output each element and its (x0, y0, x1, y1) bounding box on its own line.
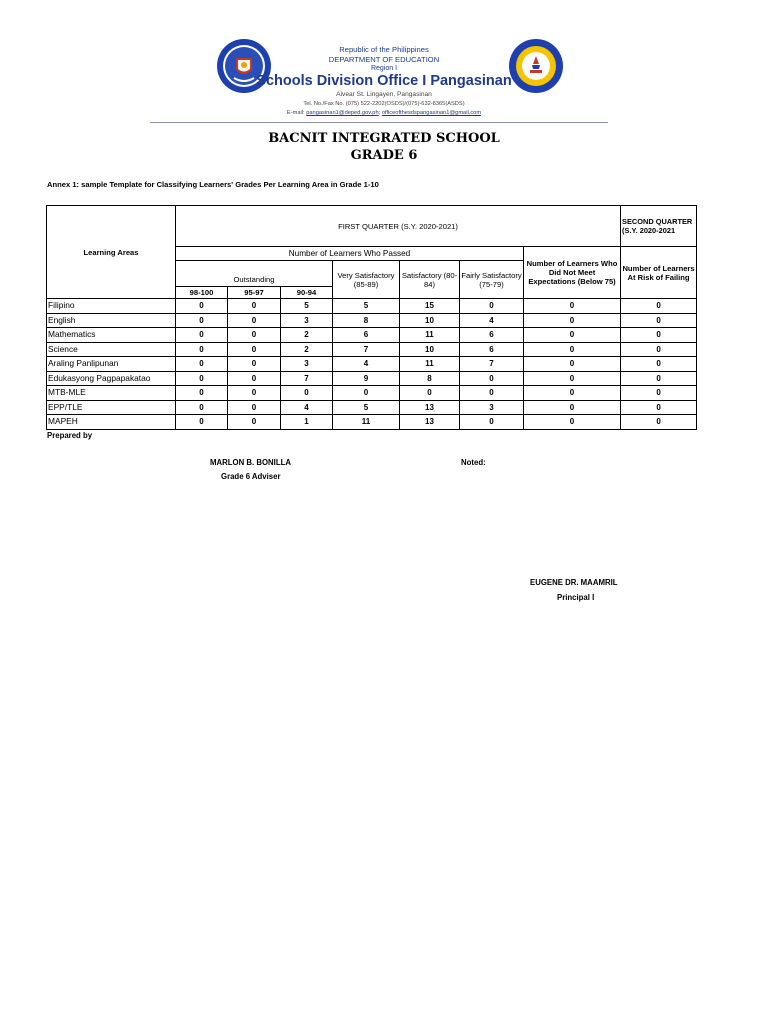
email-link-1[interactable]: pangasinan1@deped.gov.ph (306, 110, 379, 116)
second-quarter-header: SECOND QUARTER (S.Y. 2020-2021 (621, 206, 697, 247)
value-cell: 0 (621, 299, 697, 314)
value-cell: 0 (228, 342, 281, 357)
learning-area-cell: EPP/TLE (47, 400, 176, 415)
value-cell: 0 (460, 299, 524, 314)
at-risk-header: Number of Learners At Risk of Failing (621, 247, 697, 299)
value-cell: 0 (621, 357, 697, 372)
value-cell: 0 (228, 299, 281, 314)
value-cell: 0 (621, 328, 697, 343)
table-row (47, 415, 697, 430)
learning-area-cell: Science (47, 342, 176, 357)
value-cell: 4 (333, 357, 400, 372)
fairly-satisfactory-header: Fairly Satisfactory (75-79) (460, 261, 524, 299)
office-name: Schools Division Office I Pangasinan (256, 73, 512, 89)
prepared-by-label: Prepared by (47, 431, 93, 440)
value-cell: 0 (400, 386, 460, 401)
value-cell: 7 (460, 357, 524, 372)
value-cell: 0 (524, 342, 621, 357)
grades-table (46, 205, 697, 430)
value-cell: 0 (621, 313, 697, 328)
grade-level: GRADE 6 (350, 148, 418, 163)
value-cell: 0 (228, 313, 281, 328)
value-cell: 3 (281, 357, 333, 372)
value-cell: 0 (228, 415, 281, 430)
value-cell: 0 (524, 400, 621, 415)
email-label: E-mail: (286, 110, 305, 116)
principal-title: Principal I (557, 593, 595, 602)
satisfactory-header: Satisfactory (80-84) (400, 261, 460, 299)
value-cell: 0 (228, 328, 281, 343)
value-cell: 0 (524, 299, 621, 314)
learning-area-cell: Araling Panlipunan (47, 357, 176, 372)
learning-area-cell: Mathematics (47, 328, 176, 343)
email-link-2[interactable]: officeofthesdspangasinan1@gmail.com (381, 110, 482, 116)
region-line: Region I (370, 65, 398, 72)
value-cell: 7 (333, 342, 400, 357)
header-rule (150, 122, 608, 123)
value-cell: 3 (460, 400, 524, 415)
value-cell: 0 (228, 371, 281, 386)
value-cell: 0 (621, 342, 697, 357)
telephone-line: Tel. No./Fax No. (075) 522-2202(OSDS)/(075)-632-8365(ASDS) (303, 101, 465, 107)
value-cell: 11 (400, 357, 460, 372)
value-cell: 8 (400, 371, 460, 386)
value-cell: 4 (460, 313, 524, 328)
value-cell: 11 (333, 415, 400, 430)
value-cell: 0 (228, 386, 281, 401)
value-cell: 0 (176, 328, 228, 343)
value-cell: 2 (281, 342, 333, 357)
table-row (47, 328, 697, 343)
value-cell: 0 (460, 386, 524, 401)
passed-header: Number of Learners Who Passed (176, 247, 524, 261)
table-row (47, 386, 697, 401)
value-cell: 0 (621, 400, 697, 415)
very-satisfactory-header: Very Satisfactory (85-89) (333, 261, 400, 299)
value-cell: 9 (333, 371, 400, 386)
value-cell: 5 (281, 299, 333, 314)
value-cell: 0 (176, 400, 228, 415)
value-cell: 3 (281, 313, 333, 328)
did-not-meet-header: Number of Learners Who Did Not Meet Expectations (Below 75) (524, 247, 621, 299)
value-cell: 0 (228, 357, 281, 372)
value-cell: 13 (400, 415, 460, 430)
value-cell: 0 (621, 415, 697, 430)
value-cell: 6 (333, 328, 400, 343)
noted-label: Noted: (461, 458, 486, 467)
value-cell: 0 (176, 371, 228, 386)
value-cell: 0 (176, 313, 228, 328)
value-cell: 0 (460, 371, 524, 386)
learning-area-cell: English (47, 313, 176, 328)
value-cell: 0 (524, 328, 621, 343)
department-line: DEPARTMENT OF EDUCATION (328, 55, 440, 64)
value-cell: 7 (281, 371, 333, 386)
value-cell: 0 (524, 386, 621, 401)
value-cell: 0 (281, 386, 333, 401)
value-cell: 0 (621, 386, 697, 401)
value-cell: 15 (400, 299, 460, 314)
principal-name: EUGENE DR. MAAMRIL (530, 578, 618, 587)
value-cell: 10 (400, 313, 460, 328)
learning-area-cell: MTB-MLE (47, 386, 176, 401)
value-cell: 5 (333, 400, 400, 415)
value-cell: 5 (333, 299, 400, 314)
range-header: 90-94 (281, 287, 333, 299)
value-cell: 0 (228, 400, 281, 415)
address-line: Alvear St. Lingayen, Pangasinan (336, 91, 432, 98)
learning-areas-header: Learning Areas (47, 206, 176, 299)
value-cell: 0 (333, 386, 400, 401)
value-cell: 0 (621, 371, 697, 386)
value-cell: 0 (176, 357, 228, 372)
table-row (47, 342, 697, 357)
table-body (47, 299, 697, 430)
value-cell: 0 (524, 371, 621, 386)
learning-area-cell: Filipino (47, 299, 176, 314)
learning-area-cell: Edukasyong Pagpapakatao (47, 371, 176, 386)
value-cell: 0 (524, 357, 621, 372)
value-cell: 11 (400, 328, 460, 343)
value-cell: 0 (524, 313, 621, 328)
value-cell: 1 (281, 415, 333, 430)
table-row (47, 313, 697, 328)
range-header: 98-100 (176, 287, 228, 299)
email-line (254, 110, 514, 116)
adviser-title: Grade 6 Adviser (221, 472, 281, 481)
learning-area-cell: MAPEH (47, 415, 176, 430)
value-cell: 4 (281, 400, 333, 415)
value-cell: 8 (333, 313, 400, 328)
school-name: BACNIT INTEGRATED SCHOOL (268, 131, 500, 146)
value-cell: 0 (176, 386, 228, 401)
table-row (47, 357, 697, 372)
value-cell: 10 (400, 342, 460, 357)
value-cell: 2 (281, 328, 333, 343)
value-cell: 13 (400, 400, 460, 415)
outstanding-header: Outstanding (176, 261, 333, 287)
value-cell: 0 (460, 415, 524, 430)
value-cell: 0 (524, 415, 621, 430)
table-row (47, 400, 697, 415)
table-row (47, 371, 697, 386)
email-separator: ; (378, 110, 381, 116)
republic-line: Republic of the Philippines (339, 45, 429, 54)
annex-title: Annex 1: sample Template for Classifying Learners' Grades Per Learning Area in Grade 1-10 (47, 180, 379, 189)
adviser-name: MARLON B. BONILLA (210, 458, 291, 467)
value-cell: 0 (176, 415, 228, 430)
value-cell: 0 (176, 342, 228, 357)
value-cell: 6 (460, 342, 524, 357)
value-cell: 6 (460, 328, 524, 343)
range-header: 95-97 (228, 287, 281, 299)
table-row (47, 299, 697, 314)
first-quarter-header: FIRST QUARTER (S.Y. 2020-2021) (176, 206, 621, 247)
value-cell: 0 (176, 299, 228, 314)
